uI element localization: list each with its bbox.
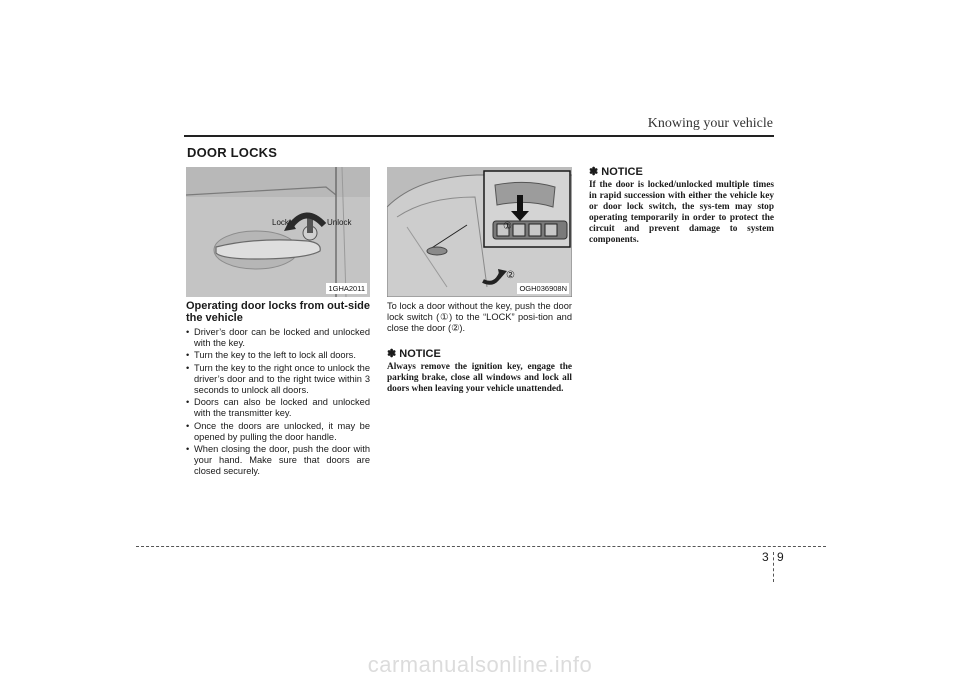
lock-instructions: To lock a door without the key, push the door lock switch (①) to the “LOCK” posi-tion and close the door (②).: [387, 301, 572, 334]
column-1: [186, 300, 370, 479]
unlock-label: Unlock: [327, 218, 352, 227]
instruction-list: [186, 327, 370, 478]
header-rule: [184, 135, 774, 137]
list-item: • When closing the door, push the door with your hand. Make sure that doors are closed securely.: [186, 444, 370, 478]
chapter-number: 3: [762, 550, 769, 564]
notice-body: If the door is locked/unlocked multiple times in rapid succession with either the vehicle key or door lock switch, the sys-tem may stop operating temporarily in order to protect the circuit and prevent damage to system components.: [589, 180, 774, 246]
list-item: • Driver’s door can be locked and unlocked with the key.: [186, 327, 370, 349]
lock-label: Lock: [272, 218, 289, 227]
door-lock-switch-illustration: [387, 167, 572, 297]
notice-title: ✽ NOTICE: [387, 347, 441, 360]
footer-rule: [136, 546, 826, 547]
marker-2: ②: [506, 270, 515, 281]
figure-code: 1GHA2011: [328, 284, 365, 293]
list-item: • Doors can also be locked and unlocked with the transmitter key.: [186, 397, 370, 419]
notice-body: Always remove the ignition key, engage the parking brake, close all windows and lock all doors when leaving your vehicle unattended.: [387, 361, 572, 394]
list-item: • Turn the key to the right once to unlock the driver’s door and to the right twice within 3 seconds to unlock all doors.: [186, 363, 370, 397]
page-title: DOOR LOCKS: [187, 145, 278, 160]
door-handle-illustration: [186, 167, 370, 297]
notice-title: ✽ NOTICE: [589, 166, 643, 178]
column-3: [589, 167, 774, 246]
figure-door-handle: [186, 167, 370, 297]
marker-1: ①: [503, 221, 512, 232]
figure-door-lock-switch: [387, 167, 572, 297]
page-number: 9: [777, 550, 784, 564]
watermark: carmanualsonline.info: [367, 652, 593, 677]
list-item: • Once the doors are unlocked, it may be opened by pulling the door handle.: [186, 421, 370, 443]
subsection-heading: Operating door locks from out-side the vehicle: [186, 300, 370, 324]
page-number-divider: [773, 552, 774, 582]
column-2: [387, 301, 572, 395]
section-header: Knowing your vehicle: [647, 116, 773, 131]
list-item: • Turn the key to the left to lock all doors.: [186, 350, 370, 361]
figure-code: OGH036908N: [519, 284, 567, 293]
